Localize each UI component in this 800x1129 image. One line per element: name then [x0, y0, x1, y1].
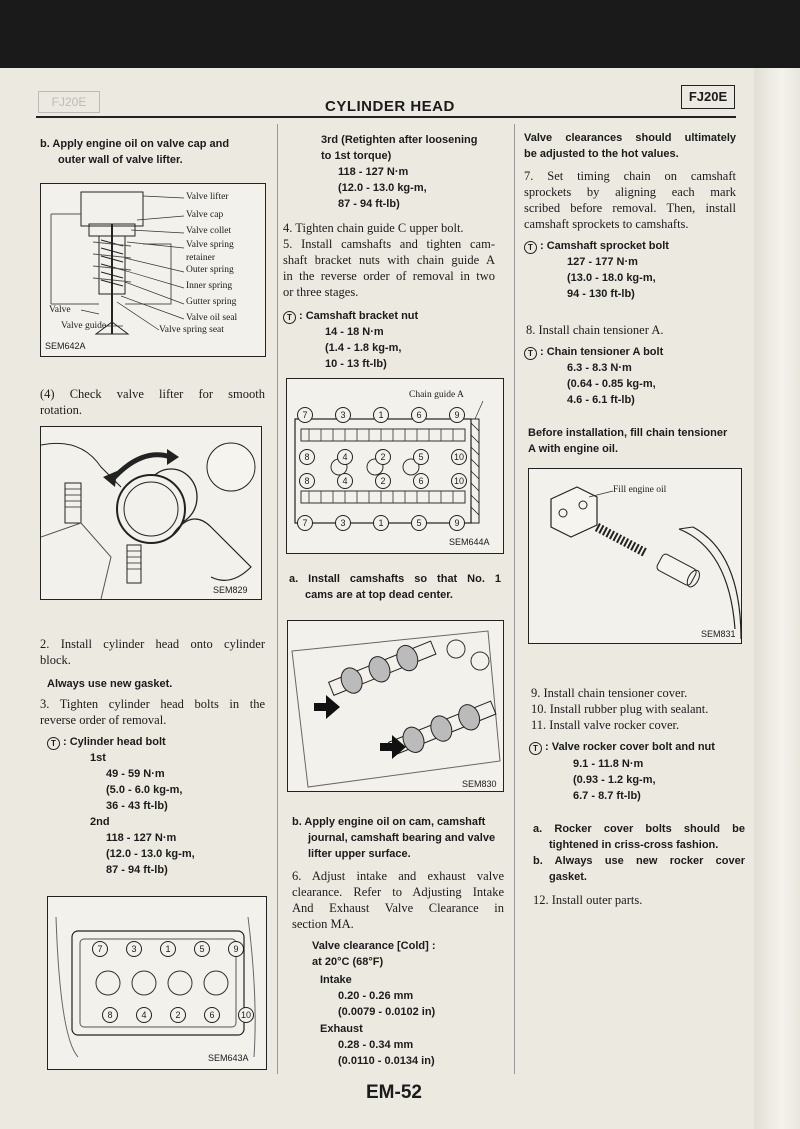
bolt-number-circle: 7	[297, 407, 313, 423]
bolt-number-circle: 2	[375, 473, 391, 489]
torque-icon: T	[524, 347, 537, 360]
bolt-number-circle: 8	[299, 449, 315, 465]
figure-chain-tensioner	[528, 468, 742, 644]
bolt-number-circle: 10	[238, 1007, 254, 1023]
bracket-values: 14 - 18 N·m (1.4 - 1.8 kg-m, 10 - 13 ft-lb)	[325, 326, 402, 370]
ghost-code: FJ20E	[38, 91, 100, 113]
col2-step5: 5. Install camshafts and tighten cam- shaft bracket nuts with chain guide A in the reverse order of removal in two or three stages.	[283, 237, 495, 299]
bolt-number-circle: 1	[160, 941, 176, 957]
bolt-number-circle: 9	[449, 515, 465, 531]
col1-step3: 3. Tighten cylinder head bolts in the reverse order of removal.	[40, 697, 265, 727]
bolt-number-circle: 2	[375, 449, 391, 465]
bolt-number-circle: 4	[136, 1007, 152, 1023]
col3-step9: 9. Install chain tensioner cover.	[531, 686, 688, 700]
bolt-number-circle: 7	[92, 941, 108, 957]
label-valve-guide: Valve guide	[61, 321, 107, 331]
bolt-number-circle: 8	[299, 473, 315, 489]
torque-cylinder-head-bolt: T : Cylinder head bolt	[47, 734, 166, 750]
bolt-number-circle: 8	[102, 1007, 118, 1023]
bolt-number-circle: 3	[335, 407, 351, 423]
col1-step-b: b. Apply engine oil on valve cap and outer wall of valve lifter.	[40, 138, 230, 166]
label-gutter-spring: Gutter spring	[186, 297, 237, 307]
figure-code: SEM831	[701, 629, 736, 639]
page-number: EM-52	[366, 1082, 422, 1103]
col1-step4: (4) Check valve lifter for smooth rotation.	[40, 387, 265, 417]
lifter-diagram-svg	[41, 427, 261, 599]
col2-step4: 4. Tighten chain guide C upper bolt.	[283, 221, 464, 235]
figure-valve-assembly	[40, 183, 266, 357]
third-stage: 3rd (Retighten after loosening to 1st torque)	[321, 134, 478, 162]
col3-intro: Valve clearances should ultimately be adjusted to the hot values.	[524, 132, 736, 160]
second-values: 118 - 127 N·m (12.0 - 13.0 kg-m, 87 - 94 ft-lb)	[106, 832, 195, 876]
figure-head-bolt-sequence	[47, 896, 267, 1070]
tensioner-diagram-svg	[529, 469, 741, 643]
column-divider-1	[277, 124, 278, 1074]
torque-sprocket-bolt: T : Camshaft sprocket bolt	[524, 238, 669, 254]
label-inner-spring: Inner spring	[186, 281, 233, 291]
torque-rocker-cover: T : Valve rocker cover bolt and nut	[529, 739, 715, 755]
label-valve: Valve	[49, 305, 71, 315]
col2-step6: 6. Adjust intake and exhaust valve clearance. Refer to Adjusting Intake And Exhaust Valve Clearance in section MA.	[292, 869, 504, 931]
clearance-title: Valve clearance [Cold] :	[312, 940, 436, 952]
clearance-temp: at 20°C (68°F)	[312, 956, 384, 968]
label-retainer: retainer	[186, 253, 216, 263]
exhaust-values: 0.28 - 0.34 mm (0.0110 - 0.0134 in)	[338, 1039, 435, 1067]
label-valve-lifter: Valve lifter	[186, 192, 229, 202]
label-chain-guide-a: Chain guide A	[409, 390, 464, 400]
note-new-gasket: Always use new gasket.	[47, 678, 173, 690]
bolt-number-circle: 6	[411, 407, 427, 423]
torque-tensioner-bolt: T : Chain tensioner A bolt	[524, 344, 663, 360]
label-valve-collet: Valve collet	[186, 226, 232, 236]
bolt-sequence-svg	[48, 897, 266, 1069]
column-divider-2	[514, 124, 515, 1074]
col3-step12: 12. Install outer parts.	[533, 893, 643, 907]
third-values: 118 - 127 N·m (12.0 - 13.0 kg-m, 87 - 94 ft-lb)	[338, 166, 427, 210]
bolt-number-circle: 9	[449, 407, 465, 423]
torque-icon: T	[524, 241, 537, 254]
note-b-gasket: b. Always use new rocker cover gasket.	[533, 855, 745, 883]
col3-step8: 8. Install chain tensioner A.	[526, 323, 664, 337]
tensioner-values: 6.3 - 8.3 N·m (0.64 - 0.85 kg-m, 4.6 - 6.1 ft-lb)	[567, 362, 656, 406]
bolt-number-circle: 6	[204, 1007, 220, 1023]
col2-step-a: a. Install camshafts so that No. 1 cams are at top dead center.	[289, 573, 501, 601]
bolt-number-circle: 5	[411, 515, 427, 531]
rocker-values: 9.1 - 11.8 N·m (0.93 - 1.2 kg-m, 6.7 - 8.7 ft-lb)	[573, 758, 656, 802]
bolt-number-circle: 3	[335, 515, 351, 531]
camshaft-diagram-svg	[288, 621, 503, 791]
model-code-box: FJ20E	[681, 85, 735, 109]
page-edge	[754, 68, 800, 1129]
col3-step10: 10. Install rubber plug with sealant.	[531, 702, 709, 716]
bolt-number-circle: 7	[297, 515, 313, 531]
torque-icon: T	[529, 742, 542, 755]
bolt-number-circle: 10	[451, 449, 467, 465]
bolt-number-circle: 2	[170, 1007, 186, 1023]
section-title: CYLINDER HEAD	[325, 98, 455, 115]
note-a-crisscross: a. Rocker cover bolts should be tightened in criss-cross fashion.	[533, 823, 745, 851]
first-values: 49 - 59 N·m (5.0 - 6.0 kg-m, 36 - 43 ft-lb)	[106, 768, 183, 812]
intake-values: 0.20 - 0.26 mm (0.0079 - 0.0102 in)	[338, 990, 436, 1018]
label-valve-spring: Valve spring	[186, 240, 234, 250]
col2-step-b: b. Apply engine oil on cam, camshaft journal, camshaft bearing and valve lifter upper surface.	[292, 816, 496, 860]
bolt-number-circle: 6	[413, 473, 429, 489]
second-label: 2nd	[90, 816, 110, 828]
torque-icon: T	[283, 311, 296, 324]
label-valve-oil-seal: Valve oil seal	[186, 313, 238, 323]
label-fill-engine-oil: Fill engine oil	[613, 485, 667, 495]
exhaust-label: Exhaust	[320, 1023, 363, 1035]
bolt-number-circle: 1	[373, 407, 389, 423]
bolt-number-circle: 1	[373, 515, 389, 531]
bolt-number-circle: 4	[337, 449, 353, 465]
torque-camshaft-bracket: T : Camshaft bracket nut	[283, 308, 418, 324]
bolt-number-circle: 9	[228, 941, 244, 957]
figure-code: SEM830	[462, 779, 497, 789]
bracket-order-svg	[287, 379, 503, 553]
bolt-number-circle: 4	[337, 473, 353, 489]
figure-code: SEM644A	[449, 537, 490, 547]
bolt-number-circle: 5	[413, 449, 429, 465]
bolt-number-circle: 3	[126, 941, 142, 957]
label-valve-cap: Valve cap	[186, 210, 224, 220]
sprocket-values: 127 - 177 N·m (13.0 - 18.0 kg-m, 94 - 130 ft-lb)	[567, 256, 656, 300]
before-installation-note: Before installation, fill chain tensioner A with engine oil.	[528, 427, 728, 455]
col3-step11: 11. Install valve rocker cover.	[531, 718, 680, 732]
figure-code: SEM642A	[45, 341, 86, 351]
figure-camshaft-bracket-order	[286, 378, 504, 554]
figure-lifter-rotation	[40, 426, 262, 600]
first-label: 1st	[90, 752, 106, 764]
label-outer-spring: Outer spring	[186, 265, 234, 275]
header-rule	[36, 116, 736, 118]
label-valve-spring-seat: Valve spring seat	[159, 325, 224, 335]
col1-step2: 2. Install cylinder head onto cylinder block.	[40, 637, 265, 667]
figure-code: SEM643A	[208, 1053, 249, 1063]
torque-icon: T	[47, 737, 60, 750]
bolt-number-circle: 5	[194, 941, 210, 957]
bolt-number-circle: 10	[451, 473, 467, 489]
intake-label: Intake	[320, 974, 352, 986]
figure-code: SEM829	[213, 585, 248, 595]
col3-step7: 7. Set timing chain on camshaft sprockets by aligning each mark scribed before removal. Then, install camshaft sprockets to camshafts.	[524, 169, 736, 231]
figure-camshaft-tdc	[287, 620, 504, 792]
